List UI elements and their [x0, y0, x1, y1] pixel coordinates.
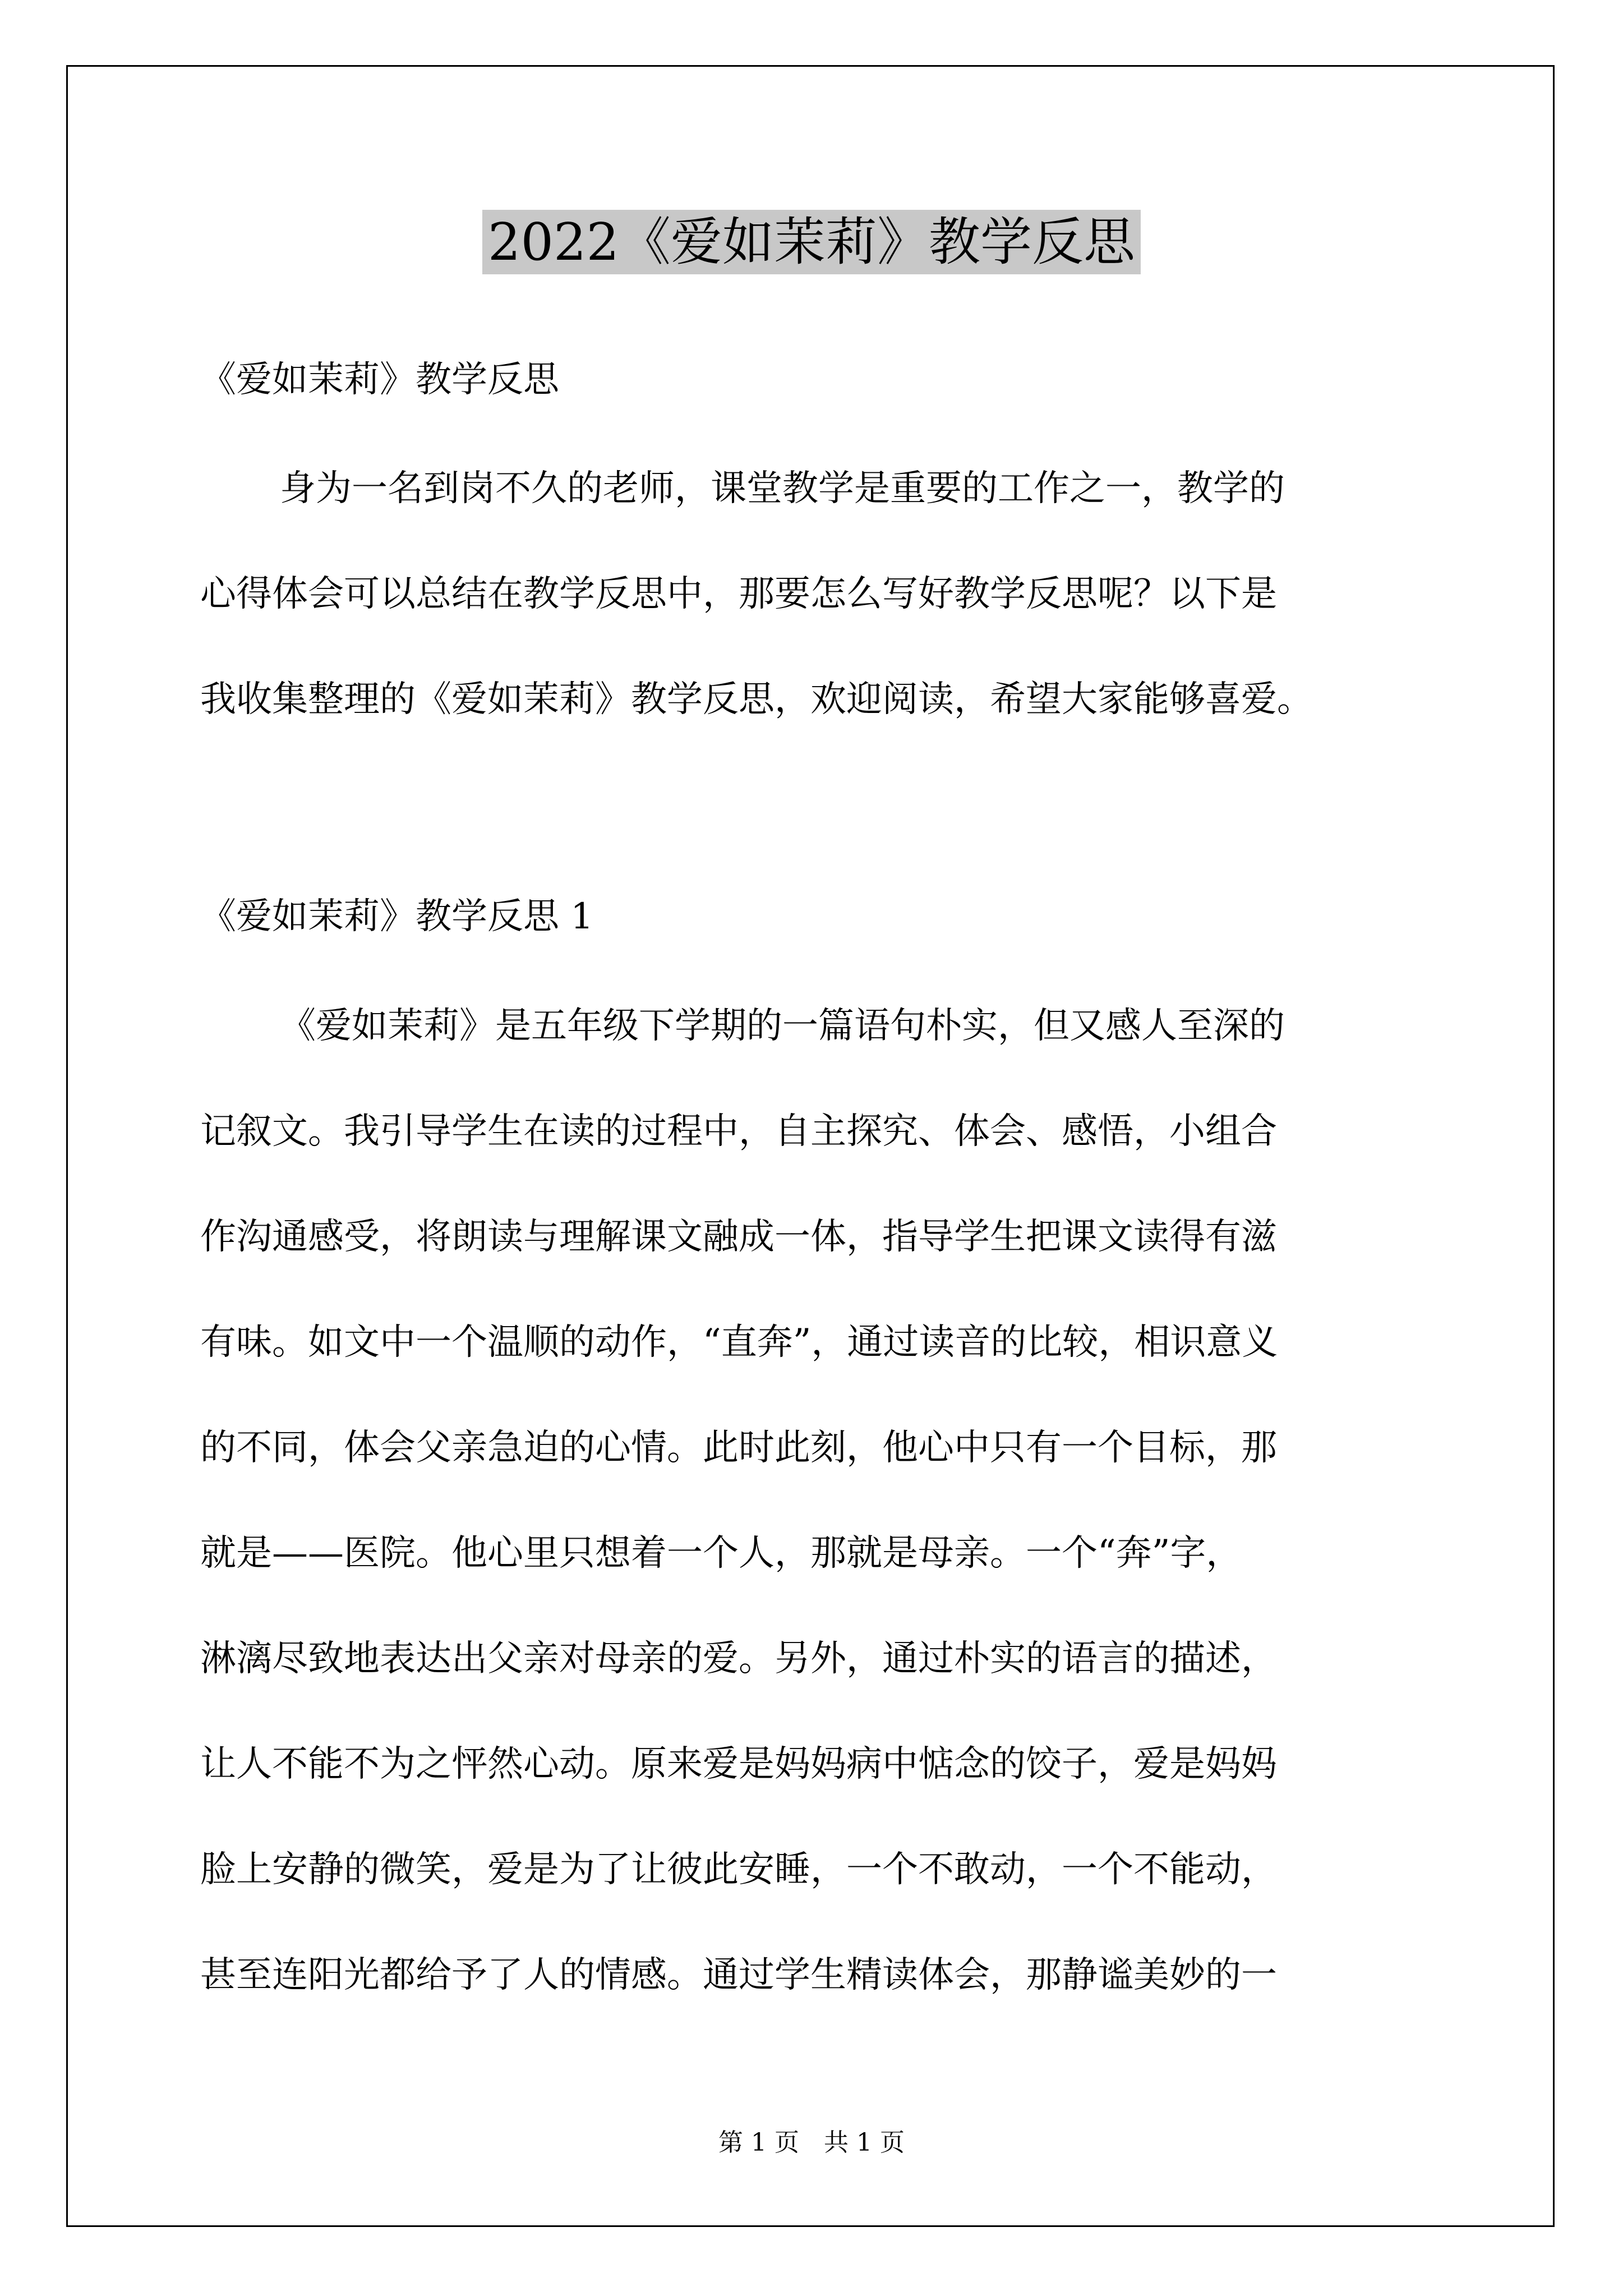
section-line: 有味。如文中一个温顺的动作，“直奔”，通过读音的比较，相识意义 [200, 1322, 1278, 1363]
section-line: 甚至连阳光都给予了人的情感。通过学生精读体会，那静谧美妙的一 [200, 1954, 1277, 1996]
section-line: 作沟通感受，将朗读与理解课文融成一体，指导学生把课文读得有滋 [200, 1216, 1277, 1258]
section-line: 《爱如茉莉》是五年级下学期的一篇语句朴实，但又感人至深的 [280, 1005, 1285, 1047]
section-line: 就是——医院。他心里只想着一个人，那就是母亲。一个“奔”字， [200, 1533, 1242, 1574]
section-line: 脸上安静的微笑，爱是为了让彼此安睡，一个不敢动，一个不能动， [200, 1849, 1277, 1890]
intro-line: 心得体会可以总结在教学反思中，那要怎么写好教学反思呢？以下是 [200, 573, 1277, 615]
section-paragraph [200, 973, 1434, 2028]
intro-line: 身为一名到岗不久的老师，课堂教学是重要的工作之一，教学的 [280, 468, 1285, 509]
intro-line: 我收集整理的《爱如茉莉》教学反思，欢迎阅读，希望大家能够喜爱。 [200, 679, 1313, 720]
document-subtitle: 《爱如茉莉》教学反思 [200, 359, 559, 401]
section-heading: 《爱如茉莉》教学反思 1 [200, 896, 594, 937]
section-line: 让人不能不为之怦然心动。原来爱是妈妈病中惦念的饺子，爱是妈妈 [200, 1743, 1277, 1785]
page-footer: 第 1 页 共 1 页 [718, 2128, 905, 2157]
section-line: 淋漓尽致地表达出父亲对母亲的爱。另外，通过朴实的语言的描述， [200, 1638, 1277, 1680]
intro-paragraph [200, 436, 1434, 752]
document-title [0, 206, 1623, 278]
section-line: 的不同，体会父亲急迫的心情。此时此刻，他心中只有一个目标，那 [200, 1427, 1277, 1469]
section-line: 记叙文。我引导学生在读的过程中，自主探究、体会、感悟，小组合 [200, 1111, 1277, 1152]
document-title-text: 2022《爱如茉莉》教学反思 [482, 210, 1141, 274]
